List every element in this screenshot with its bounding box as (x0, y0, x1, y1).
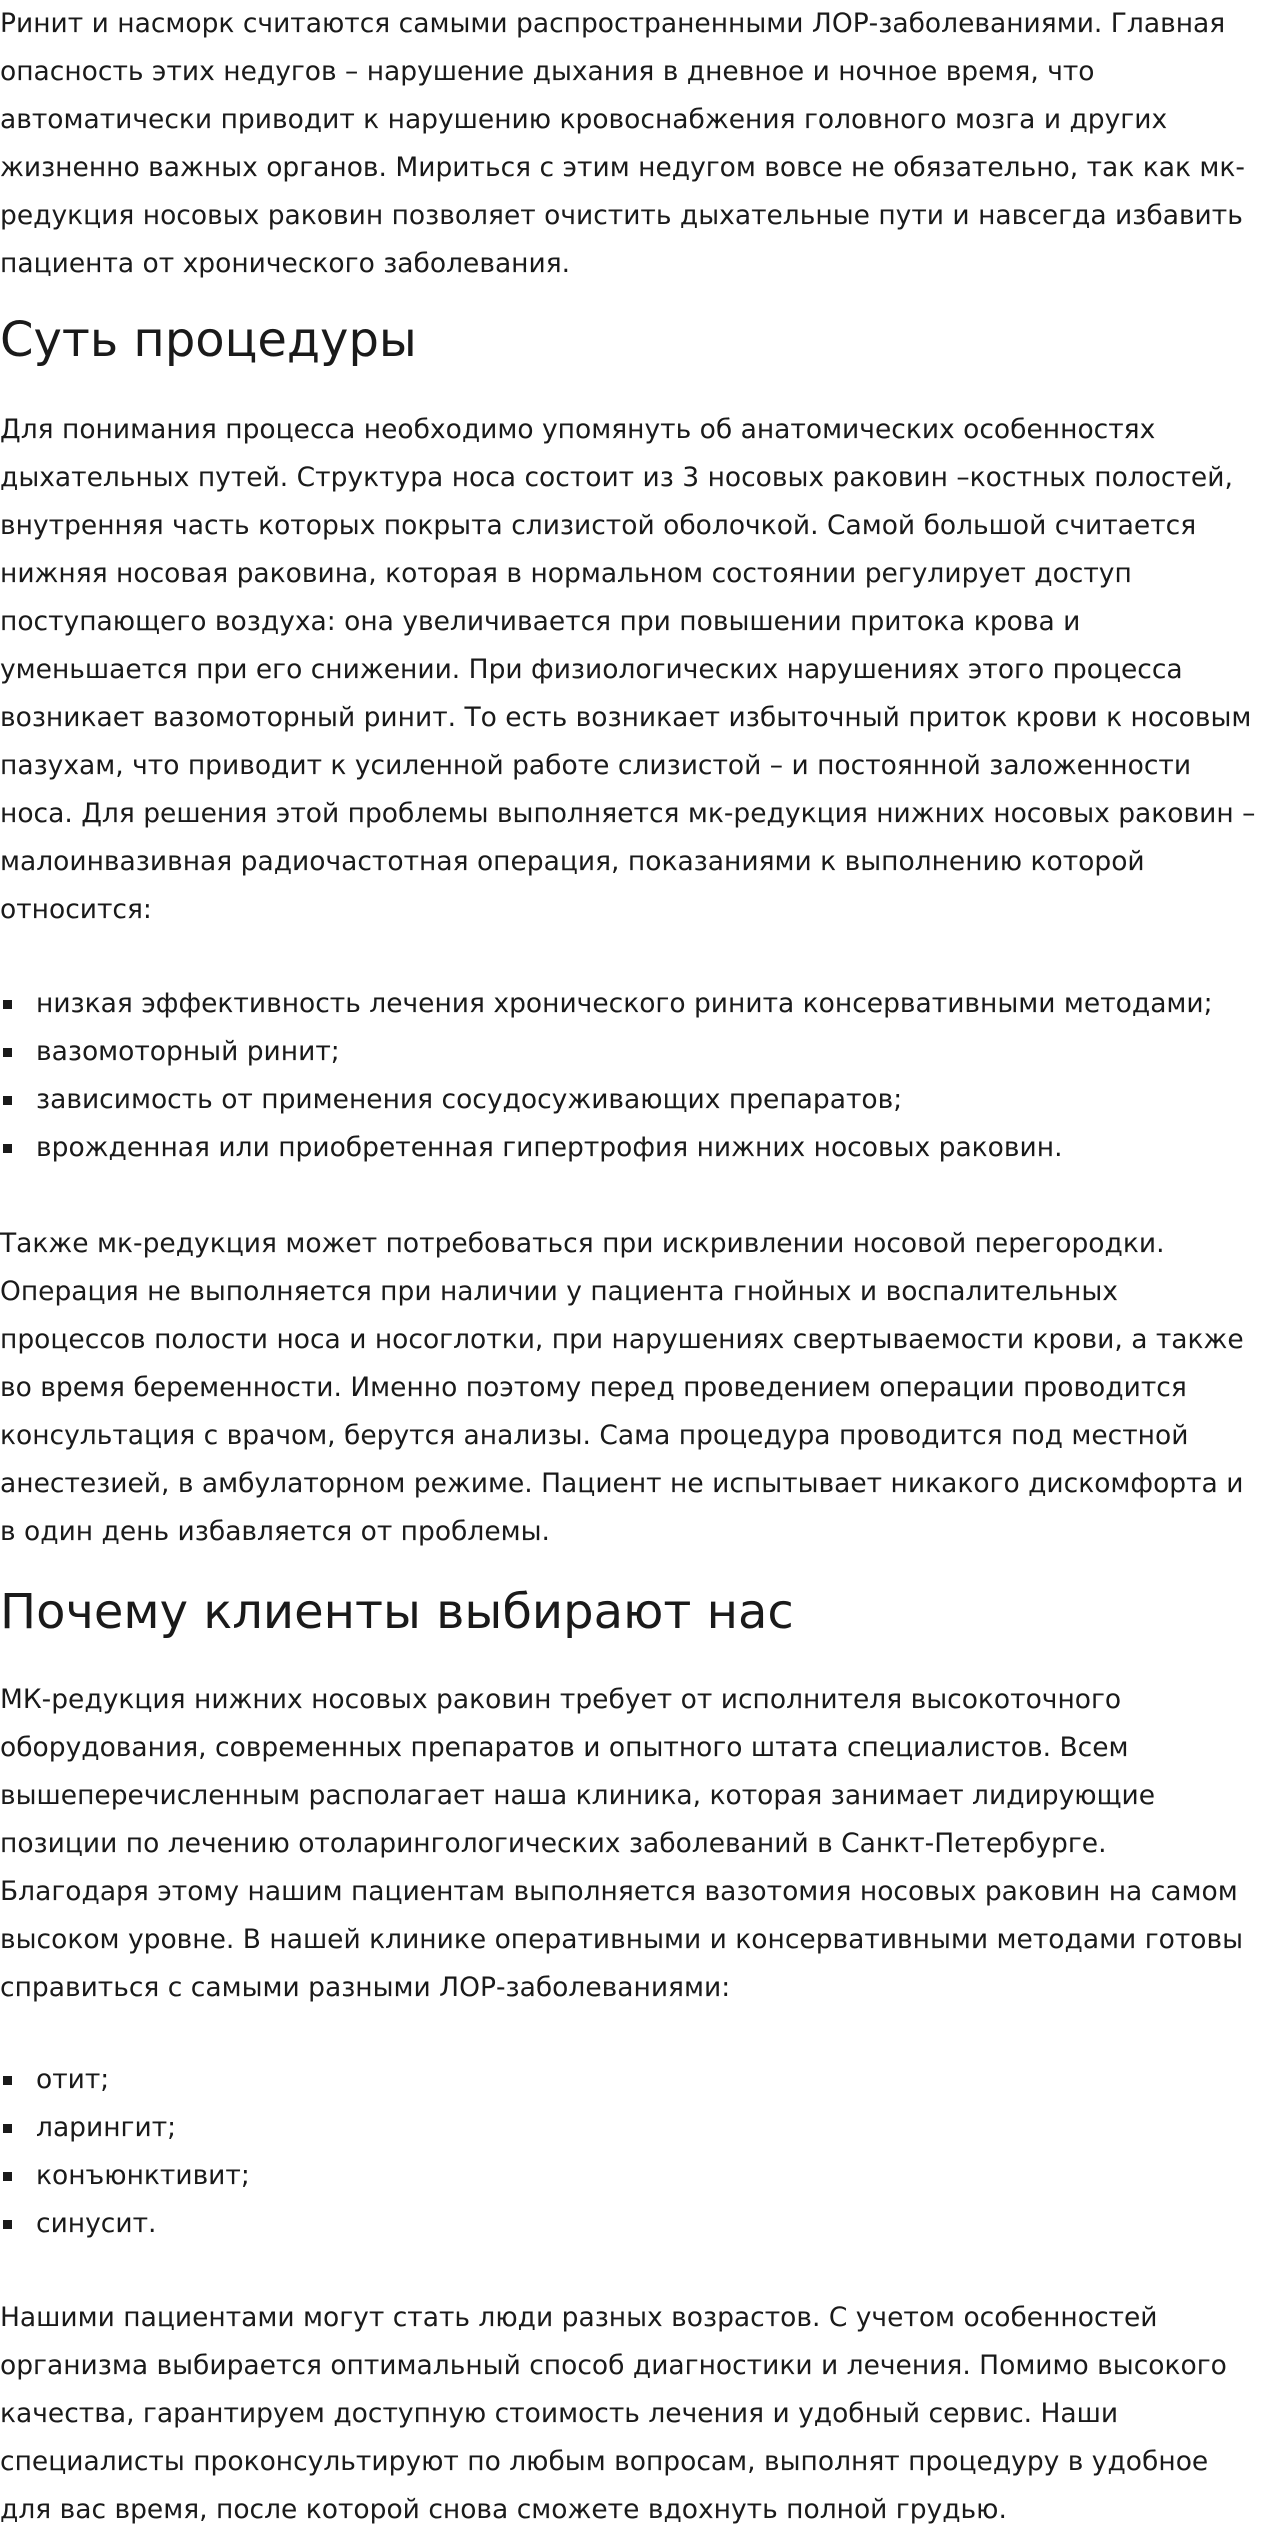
list-item-text: отит; (36, 2064, 110, 2095)
list-item-text: синусит. (36, 2208, 157, 2239)
list-item (0, 2104, 1260, 2152)
list-item-text: врожденная или приобретенная гипертрофия нижних носовых раковин. (36, 1132, 1063, 1163)
contraindications-paragraph: Также мк-редукция может потребоваться при искривлении носовой перегородки. Операция не выполняется при наличии у пациента гнойных и воспалительных процессов полости носа и носоглотки, при нарушениях свертываемости крови, а также во время беременности. Именно поэтому перед проведением операции проводится консультация с врачом, берутся анализы. Сама процедура проводится под местной анестезией, в амбулаторном режиме. Пациент не испытывает никакого дискомфорта и в один день избавляется от проблемы. (0, 1228, 1244, 1547)
list-item-text: зависимость от применения сосудосуживающих препаратов; (36, 1084, 903, 1115)
list-item (0, 980, 1260, 1028)
intro-paragraph: Ринит и насморк считаются самыми распространенными ЛОР-заболеваниями. Главная опасность этих недугов – нарушение дыхания в дневное и ночное время, что автоматически приводит к нарушению кровоснабжения головного мозга и других жизненно важных органов. Мириться с этим недугом вовсе не обязательно, так как мк-редукция носовых раковин позволяет очистить дыхательные пути и навсегда избавить пациента от хронического заболевания. (0, 8, 1245, 279)
indications-list (0, 980, 1260, 1172)
square-bullet-icon (3, 1000, 12, 1009)
list-item (0, 1124, 1260, 1172)
diseases-list (0, 2056, 1260, 2248)
list-item (0, 2056, 1260, 2104)
list-item (0, 1076, 1260, 1124)
square-bullet-icon (3, 2172, 12, 2181)
section-heading-procedure: Суть процедуры (0, 312, 417, 368)
list-item-text: конъюнктивит; (36, 2160, 250, 2191)
square-bullet-icon (3, 1096, 12, 1105)
list-item (0, 2152, 1260, 2200)
square-bullet-icon (3, 1144, 12, 1153)
section-heading-why-us: Почему клиенты выбирают нас (0, 1584, 794, 1640)
list-item-text: ларингит; (36, 2112, 177, 2143)
list-item-text: вазомоторный ринит; (36, 1036, 340, 1067)
list-item-text: низкая эффективность лечения хронического ринита консервативными методами; (36, 988, 1213, 1019)
square-bullet-icon (3, 2124, 12, 2133)
list-item (0, 1028, 1260, 1076)
square-bullet-icon (3, 1048, 12, 1057)
closing-paragraph: Нашими пациентами могут стать люди разных возрастов. С учетом особенностей организма выбирается оптимальный способ диагностики и лечения. Помимо высокого качества, гарантируем доступную стоимость лечения и удобный сервис. Наши специалисты проконсультируют по любым вопросам, выполнят процедуру в удобное для вас время, после которой снова сможете вдохнуть полной грудью. (0, 2302, 1227, 2525)
square-bullet-icon (3, 2076, 12, 2085)
square-bullet-icon (3, 2220, 12, 2229)
why-us-paragraph: МК-редукция нижних носовых раковин требует от исполнителя высокоточного оборудования, современных препаратов и опытного штата специалистов. Всем вышеперечисленным располагает наша клиника, которая занимает лидирующие позиции по лечению отоларингологических заболеваний в Санкт-Петербурге. Благодаря этому нашим пациентам выполняется вазотомия носовых раковин на самом высоком уровне. В нашей клинике оперативными и консервативными методами готовы справиться с самыми разными ЛОР-заболеваниями: (0, 1684, 1244, 2003)
procedure-paragraph: Для понимания процесса необходимо упомянуть об анатомических особенностях дыхательных путей. Структура носа состоит из 3 носовых раковин –костных полостей, внутренняя часть которых покрыта слизистой оболочкой. Самой большой считается нижняя носовая раковина, которая в нормальном состоянии регулирует доступ поступающего воздуха: она увеличивается при повышении притока крова и уменьшается при его снижении. При физиологических нарушениях этого процесса возникает вазомоторный ринит. То есть возникает избыточный приток крови к носовым пазухам, что приводит к усиленной работе слизистой – и постоянной заложенности носа. Для решения этой проблемы выполняется мк-редукция нижних носовых раковин – малоинвазивная радиочастотная операция, показаниями к выполнению которой относится: (0, 414, 1256, 925)
list-item (0, 2200, 1260, 2248)
